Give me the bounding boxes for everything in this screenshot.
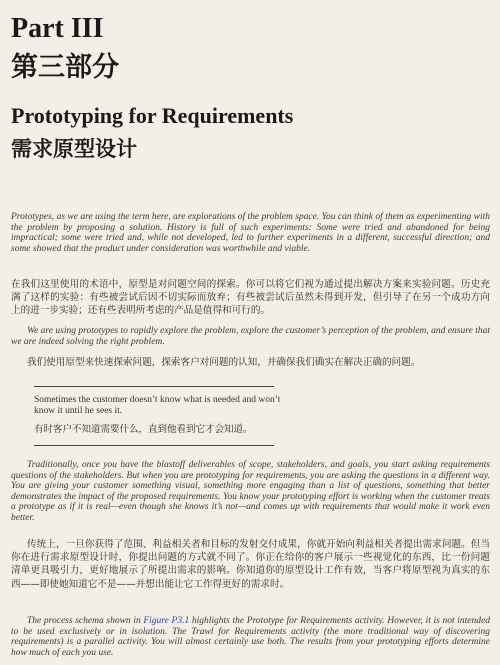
paragraph-4-en <box>11 616 490 658</box>
paragraph-2-zh: 我们使用原型来快速探索问题，探索客户对问题的认知，并确保我们确实在解决正确的问题。 <box>27 357 421 368</box>
paragraph-4-text-before: The process schema shown in <box>27 616 144 626</box>
paragraph-4-text-after: highlights the Prototype for Requirements activity. However, it is not intended to be used exclusively or in isolation. The Trawl for Requirements activity (the more traditional way of discovering requirements) is a parallel activity. You will almost certainly use both. The results from your prototyping efforts determine how much of each you use. <box>11 616 490 658</box>
figure-link[interactable]: Figure P3.1 <box>143 616 190 626</box>
paragraph-1-en: Prototypes, as we are using the term here, are explorations of the problem space. You can think of them as experimenting with the problem by proposing a solution. History is full of such experiments: Some were tried and abandoned for being impractical; some were tried and, while not developed, led to further experiments in a different, successful direction; and some showed that the product under consideration was worthwhile and viable. <box>11 212 490 254</box>
chapter-title-en: Prototyping for Requirements <box>11 103 294 128</box>
paragraph-3-en: Traditionally, once you have the blastoff deliverables of scope, stakeholders, and goals, you start asking requirements questions of the stakeholders. But when you are prototyping for requirements, you are asking the questions in a different way. You are giving your customer something visual, something more engaging than a list of questions, something that better demonstrates the impact of the proposed requirements. You know your prototyping effort is working when the customer treats a prototype as if it is real—even though she knows it’s not—and comes up with requirements that would make it work even better. <box>11 460 490 523</box>
part-heading-en: Part III <box>11 13 104 44</box>
paragraph-2-en: We are using prototypes to rapidly explore the problem, explore the customer’s perception of the problem, and ensure that we are indeed solving the right problem. <box>11 326 490 347</box>
quote-top-divider <box>34 386 274 387</box>
paragraph-3-zh: 传统上，一旦你获得了范围、利益相关者和目标的发射交付成果，你就开始向利益相关者提出需求问题。但当你在进行需求原型设计时，你提出问题的方式就不同了。你正在给你的客户展示一些视觉化的东西，比一份问题清单更具吸引力，更好地展示了所提出需求的影响。你知道你的原型设计工作有效，当客户将原型视为真实的东西——即使她知道它不是——并想出能让它工作得更好的需求时。 <box>11 539 490 590</box>
quote-bottom-divider <box>34 445 274 446</box>
chapter-title-zh: 需求原型设计 <box>11 137 137 161</box>
pull-quote-en: Sometimes the customer doesn’t know what is needed and won’t know it until he sees it. <box>34 395 281 416</box>
part-heading-zh: 第三部分 <box>11 52 119 83</box>
paragraph-1-zh: 在我们这里使用的术语中，原型是对问题空间的探索。你可以将它们视为通过提出解决方案来实验问题。历史充满了这样的实验：有些被尝试后因不切实际而放弃；有些被尝试后虽然未得到开发，但引导了在另一个成功方向上的进一步实验；还有些表明所考虑的产品是值得和可行的。 <box>11 279 490 317</box>
pull-quote-zh: 有时客户不知道需要什么，直到他看到它才会知道。 <box>34 424 253 435</box>
